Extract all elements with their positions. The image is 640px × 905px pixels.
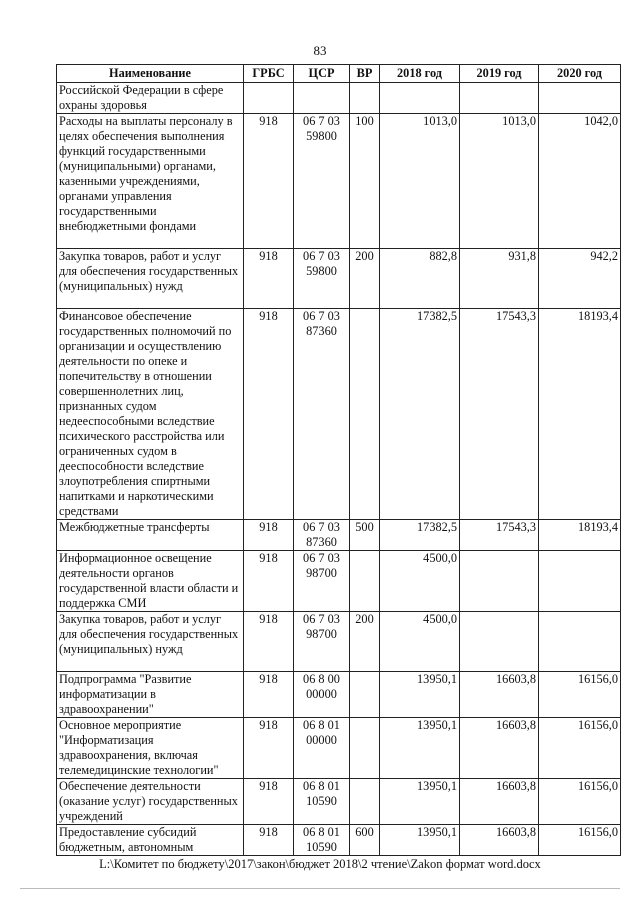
file-path-footer: L:\Комитет по бюджету\2017\закон\бюджет 2018\2 чтение\Zakon формат word.docx [99, 857, 541, 871]
cell-name: Информационное освещение деятельности органов государственной власти области и поддержка СМИ [57, 551, 244, 612]
cell-grbs: 918 [244, 114, 294, 249]
table-row [57, 551, 621, 612]
cell-vr [350, 83, 380, 114]
cell-2020: 16156,0 [539, 825, 621, 856]
header-2020: 2020 год [539, 65, 621, 83]
cell-vr: 500 [350, 520, 380, 551]
cell-grbs: 918 [244, 718, 294, 779]
cell-2018: 17382,5 [380, 520, 460, 551]
cell-name: Межбюджетные трансферты [57, 520, 244, 551]
cell-2018: 882,8 [380, 249, 460, 309]
cell-2019: 931,8 [460, 249, 539, 309]
cell-2018: 13950,1 [380, 718, 460, 779]
cell-vr [350, 309, 380, 520]
cell-csr: 06 7 03 98700 [294, 551, 350, 612]
cell-vr: 600 [350, 825, 380, 856]
cell-2020: 942,2 [539, 249, 621, 309]
cell-2020: 16156,0 [539, 779, 621, 825]
cell-2020 [539, 612, 621, 672]
cell-grbs [244, 83, 294, 114]
cell-2018: 13950,1 [380, 672, 460, 718]
table-row [57, 520, 621, 551]
cell-2019 [460, 551, 539, 612]
cell-2019: 16603,8 [460, 672, 539, 718]
cell-2018: 1013,0 [380, 114, 460, 249]
cell-grbs: 918 [244, 551, 294, 612]
cell-2020 [539, 551, 621, 612]
table-row [57, 309, 621, 520]
cell-csr: 06 7 03 59800 [294, 114, 350, 249]
cell-2020 [539, 83, 621, 114]
cell-2019: 16603,8 [460, 779, 539, 825]
header-name: Наименование [57, 65, 244, 83]
cell-csr [294, 83, 350, 114]
cell-2019: 17543,3 [460, 309, 539, 520]
cell-grbs: 918 [244, 309, 294, 520]
cell-grbs: 918 [244, 249, 294, 309]
cell-csr: 06 8 01 10590 [294, 825, 350, 856]
cell-2019: 16603,8 [460, 825, 539, 856]
header-2018: 2018 год [380, 65, 460, 83]
cell-name: Закупка товаров, работ и услуг для обеспечения государственных (муниципальных) нужд [57, 249, 244, 309]
header-grbs: ГРБС [244, 65, 294, 83]
cell-grbs: 918 [244, 779, 294, 825]
cell-2020: 16156,0 [539, 672, 621, 718]
cell-name: Обеспечение деятельности (оказание услуг) государственных учреждений [57, 779, 244, 825]
cell-grbs: 918 [244, 520, 294, 551]
cell-2020: 1042,0 [539, 114, 621, 249]
cell-2018: 13950,1 [380, 825, 460, 856]
cell-vr [350, 779, 380, 825]
header-2019: 2019 год [460, 65, 539, 83]
cell-csr: 06 8 00 00000 [294, 672, 350, 718]
table-row [57, 114, 621, 249]
header-vr: ВР [350, 65, 380, 83]
table-row [57, 612, 621, 672]
cell-2018: 4500,0 [380, 612, 460, 672]
cell-csr: 06 7 03 87360 [294, 309, 350, 520]
cell-2019: 1013,0 [460, 114, 539, 249]
table-row [57, 825, 621, 856]
cell-2018 [380, 83, 460, 114]
cell-2019: 16603,8 [460, 718, 539, 779]
table-row [57, 718, 621, 779]
cell-2018: 17382,5 [380, 309, 460, 520]
budget-table [56, 64, 621, 856]
cell-grbs: 918 [244, 672, 294, 718]
cell-name: Предоставление субсидий бюджетным, автономным [57, 825, 244, 856]
cell-csr: 06 8 01 10590 [294, 779, 350, 825]
page-edge-line [20, 888, 620, 889]
cell-grbs: 918 [244, 825, 294, 856]
table-header-row [57, 65, 621, 83]
cell-csr: 06 7 03 87360 [294, 520, 350, 551]
cell-2019 [460, 83, 539, 114]
cell-2020: 18193,4 [539, 309, 621, 520]
cell-csr: 06 8 01 00000 [294, 718, 350, 779]
cell-2018: 13950,1 [380, 779, 460, 825]
cell-vr: 200 [350, 249, 380, 309]
cell-name: Российской Федерации в сфере охраны здоровья [57, 83, 244, 114]
cell-name: Расходы на выплаты персоналу в целях обеспечения выполнения функций государственными (муниципальными) органами, казенными учреждениями, органами управления государственными внебюджетными фондами [57, 114, 244, 249]
table-row [57, 672, 621, 718]
cell-name: Основное мероприятие "Информатизация здравоохранения, включая телемедицинские технологии" [57, 718, 244, 779]
cell-2019: 17543,3 [460, 520, 539, 551]
table-row [57, 83, 621, 114]
cell-grbs: 918 [244, 612, 294, 672]
cell-vr: 100 [350, 114, 380, 249]
header-csr: ЦСР [294, 65, 350, 83]
cell-csr: 06 7 03 98700 [294, 612, 350, 672]
table-row [57, 249, 621, 309]
cell-vr [350, 718, 380, 779]
cell-csr: 06 7 03 59800 [294, 249, 350, 309]
cell-name: Подпрограмма "Развитие информатизации в здравоохранении" [57, 672, 244, 718]
cell-2020: 18193,4 [539, 520, 621, 551]
cell-2020: 16156,0 [539, 718, 621, 779]
cell-2018: 4500,0 [380, 551, 460, 612]
cell-vr: 200 [350, 612, 380, 672]
cell-name: Финансовое обеспечение государственных полномочий по организации и осуществлению деятельности по опеке и попечительству в отношении совершеннолетних лиц, признанных судом недееспособными вследствие психического расстройства или ограниченных судом в дееспособности вследствие злоупотребления спиртными напитками и наркотическими средствами [57, 309, 244, 520]
cell-name: Закупка товаров, работ и услуг для обеспечения государственных (муниципальных) нужд [57, 612, 244, 672]
cell-vr [350, 551, 380, 612]
cell-vr [350, 672, 380, 718]
table-row [57, 779, 621, 825]
page-number: 83 [313, 43, 327, 58]
cell-2019 [460, 612, 539, 672]
